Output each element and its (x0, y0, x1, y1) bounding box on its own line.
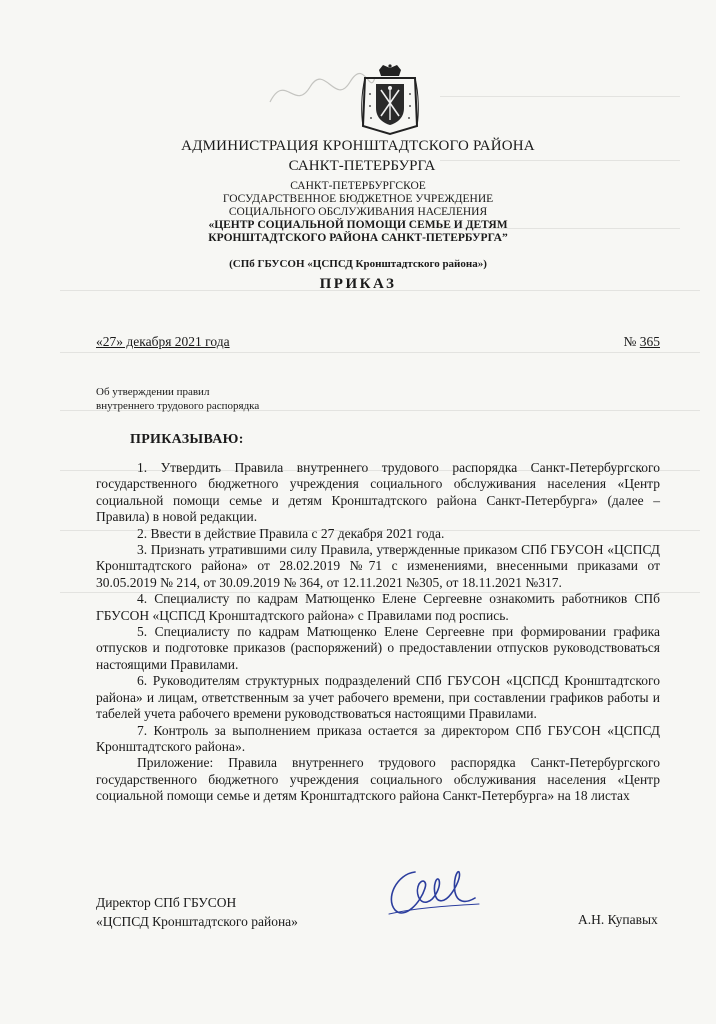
document-subject (96, 385, 259, 413)
subject-line2: внутреннего трудового распорядка (96, 400, 260, 412)
order-verb: ПРИКАЗЫВАЮ: (130, 432, 244, 447)
signatory-name: А.Н. Купавых (578, 912, 658, 927)
admin-title-line2: САНКТ-ПЕТЕРБУРГА (288, 158, 436, 174)
org-name-line3: СОЦИАЛЬНОГО ОБСЛУЖИВАНИЯ НАСЕЛЕНИЯ (228, 206, 488, 218)
signatory-title (96, 893, 298, 931)
admin-title-line1: АДМИНИСТРАЦИЯ КРОНШТАДТСКОГО РАЙОНА (181, 138, 535, 154)
signatory-title-line2: «ЦСПСД Кронштадтского района» (96, 914, 298, 929)
order-item-1: 1. Утвердить Правила внутреннего трудового распорядка Санкт-Петербургского государственного бюджетного учреждения социального обслуживания населения «Центр социальной помощи семье и детям Кронштадтского района Санкт-Петербурга» (далее – Правила) в новой редакции. (96, 460, 660, 525)
document-number (623, 334, 660, 350)
order-item-5: 5. Специалисту по кадрам Матющенко Елене Сергеевне при формировании графика отпусков и подготовке приказов (распоряжений) о предоставлении отпусков руководствоваться настоящими Правилами. (96, 624, 660, 672)
order-item-4: 4. Специалисту по кадрам Матющенко Елене Сергеевне ознакомить работников СПб ГБУСОН «ЦСПСД Кронштадтского района» с Правилами под роспись. (96, 591, 660, 623)
subject-line1: Об утверждении правил (96, 386, 210, 398)
document-number-prefix: № (623, 334, 640, 349)
signatory-title-line1: Директор СПб ГБУСОН (96, 895, 237, 910)
attachment-note: Приложение: Правила внутреннего трудового распорядка Санкт-Петербургского государственного бюджетного учреждения социального обслуживания населения «Центр социальной помощи семье и детям Кронштадтского района Санкт-Петербурга» на 18 листах (96, 755, 660, 804)
handwritten-signature (375, 858, 485, 928)
org-name-line4: «ЦЕНТР СОЦИАЛЬНОЙ ПОМОЩИ СЕМЬЕ И ДЕТЯМ (208, 219, 508, 231)
st-petersburg-coat-of-arms-icon (359, 64, 421, 136)
org-short-name: (СПб ГБУСОН «ЦСПСД Кронштадтского района») (229, 258, 487, 270)
document-type-title: ПРИКАЗ (319, 276, 397, 292)
org-name-line5: КРОНШТАДТСКОГО РАЙОНА САНКТ-ПЕТЕРБУРГА” (208, 232, 508, 244)
order-item-6: 6. Руководителям структурных подразделений СПб ГБУСОН «ЦСПСД Кронштадтского района» и лицам, ответственным за учет рабочего времени, при составлении графиков работы и табелей учета рабочего времени руководствоваться настоящими Правилами. (96, 673, 660, 722)
order-item-2: 2. Ввести в действие Правила с 27 декабря 2021 года. (137, 525, 445, 541)
order-item-3: 3. Признать утратившими силу Правила, утвержденные приказом СПб ГБУСОН «ЦСПСД Кронштадтского района» от 28.02.2019 №71 с изменениями, внесенными приказами от 30.05.2019 № 214, от 30.09.2019 № 364, от 12.11.2021 №305, от 18.11.2021 №317. (96, 542, 660, 590)
org-name-line2: ГОСУДАРСТВЕННОЕ БЮДЖЕТНОЕ УЧРЕЖДЕНИЕ (222, 193, 494, 205)
document-number-value: 365 (639, 334, 660, 349)
order-body (96, 460, 660, 805)
org-name-line1: САНКТ-ПЕТЕРБУРГСКОЕ (290, 180, 426, 192)
document-date: «27» декабря 2021 года (96, 334, 230, 349)
order-item-7: 7. Контроль за выполнением приказа остается за директором СПб ГБУСОН «ЦСПСД Кронштадтского района». (96, 722, 660, 754)
